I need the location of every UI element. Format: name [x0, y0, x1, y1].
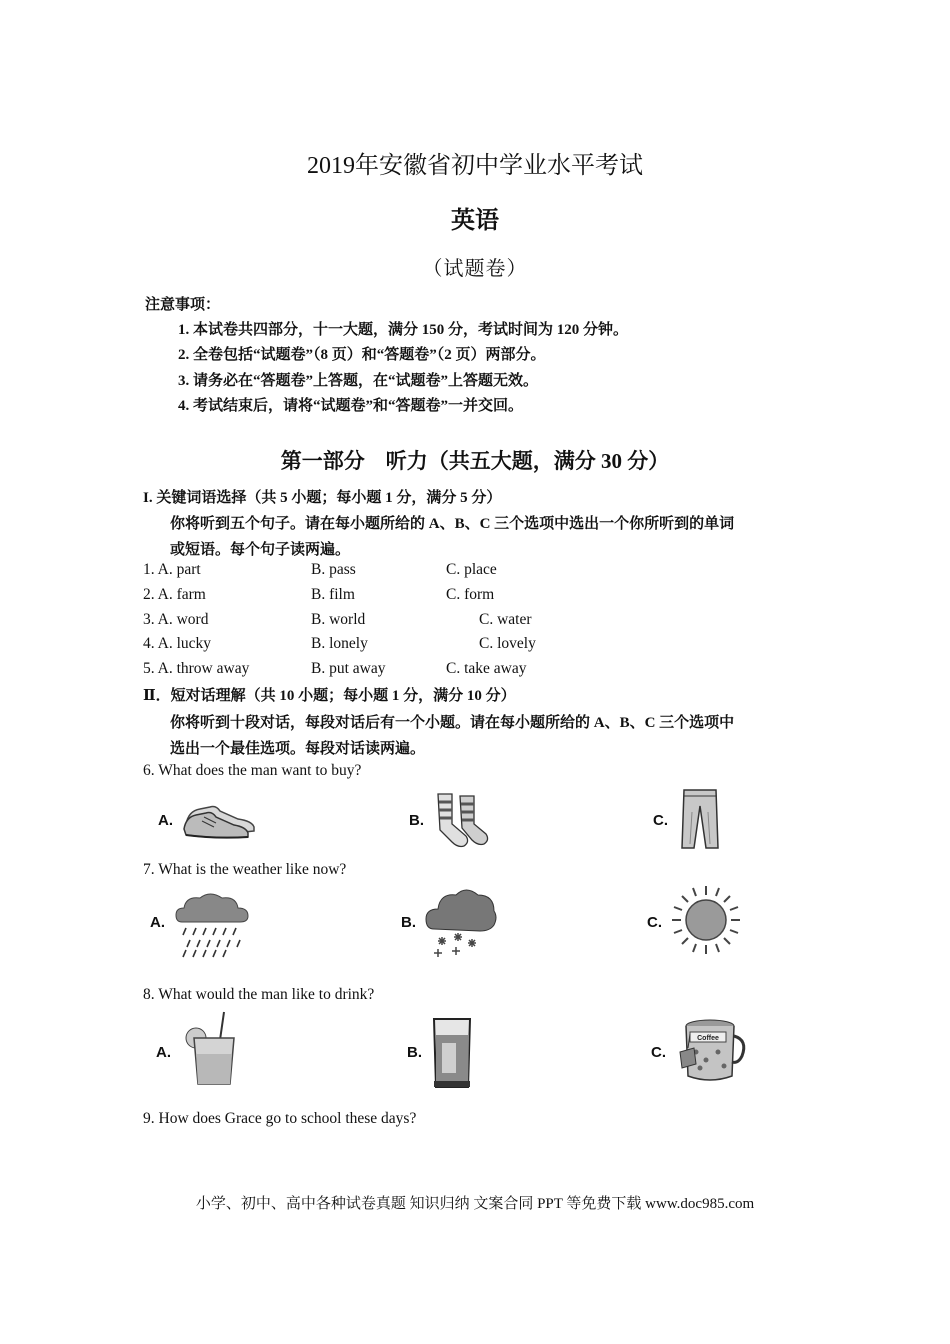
- option-b: B. world: [311, 611, 366, 628]
- option-c: C. lovely: [479, 635, 536, 652]
- sun-icon: [668, 882, 744, 958]
- section-instruction: 你将听到五个句子。请在每小题所给的 A、B、C 三个选项中选出一个你所听到的单词: [170, 516, 735, 532]
- section-heading: I. 关键词语选择（共 5 小题；每小题 1 分，满分 5 分）: [143, 490, 502, 506]
- option-label: C.: [653, 812, 668, 829]
- juice-glass-icon: [180, 1010, 242, 1086]
- part-heading: 第一部分 听力（共五大题，满分 30 分）: [280, 449, 670, 473]
- question-text: 9. How does Grace go to school these days?: [143, 1110, 417, 1127]
- option-label: A.: [156, 1044, 171, 1061]
- notice-item: 1. 本试卷共四部分，十一大题，满分 150 分，考试时间为 120 分钟。: [178, 322, 629, 338]
- notice-item: 4. 考试结束后，请将“试题卷”和“答题卷”一并交回。: [178, 398, 524, 414]
- snow-cloud-icon: [424, 885, 498, 959]
- paper-type: （试题卷）: [422, 258, 528, 280]
- option-b: B. put away: [311, 660, 386, 677]
- option-a: 1. A. part: [143, 561, 201, 578]
- socks-icon: [432, 790, 492, 850]
- section-instruction: 选出一个最佳选项。每段对话读两遍。: [170, 741, 426, 757]
- option-label: B.: [401, 914, 416, 931]
- exam-title: 2019年安徽省初中学业水平考试: [307, 153, 643, 179]
- water-glass-icon: [430, 1015, 476, 1089]
- option-a: 2. A. farm: [143, 586, 206, 603]
- footer-text: 小学、初中、高中各种试卷真题 知识归纳 文案合同 PPT 等免费下载 www.doc985.com: [195, 1196, 755, 1212]
- option-label: B.: [409, 812, 424, 829]
- option-c: C. take away: [446, 660, 527, 677]
- option-label: C.: [651, 1044, 666, 1061]
- option-c: C. water: [479, 611, 532, 628]
- question-text: 6. What does the man want to buy?: [143, 762, 362, 779]
- option-label: A.: [150, 914, 165, 931]
- option-b: B. film: [311, 586, 355, 603]
- option-label: B.: [407, 1044, 422, 1061]
- cup-label: Coffee: [697, 1035, 719, 1042]
- shoes-icon: [180, 795, 262, 840]
- option-a: 3. A. word: [143, 611, 209, 628]
- coffee-cup-icon: [676, 1016, 748, 1084]
- section-instruction: 或短语。每个句子读两遍。: [170, 542, 351, 558]
- section-heading: Ⅱ．短对话理解（共 10 小题；每小题 1 分，满分 10 分）: [143, 688, 516, 704]
- option-c: C. form: [446, 586, 495, 603]
- question-text: 7. What is the weather like now?: [143, 861, 347, 878]
- trousers-icon: [678, 788, 722, 850]
- notice-heading: 注意事项：: [145, 297, 221, 313]
- option-label: C.: [647, 914, 662, 931]
- question-text: 8. What would the man like to drink?: [143, 986, 375, 1003]
- notice-item: 3. 请务必在“答题卷”上答题，在“试题卷”上答题无效。: [178, 373, 539, 389]
- option-label: A.: [158, 812, 173, 829]
- notice-item: 2. 全卷包括“试题卷”（8 页）和“答题卷”（2 页）两部分。: [178, 347, 546, 363]
- option-b: B. lonely: [311, 635, 368, 652]
- section-instruction: 你将听到十段对话，每段对话后有一个小题。请在每小题所给的 A、B、C 三个选项中: [170, 715, 735, 731]
- option-b: B. pass: [311, 561, 356, 578]
- option-a: 4. A. lucky: [143, 635, 212, 652]
- rain-cloud-icon: [172, 888, 252, 960]
- subject-title: 英语: [451, 208, 499, 234]
- option-a: 5. A. throw away: [143, 660, 250, 677]
- option-c: C. place: [446, 561, 497, 578]
